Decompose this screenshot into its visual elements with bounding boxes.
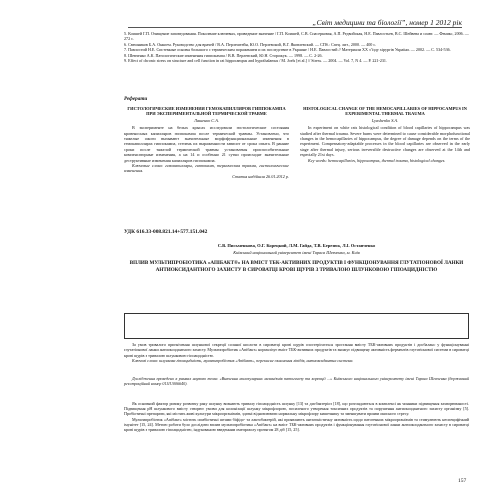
body-paragraph: Мультипробіотик «Апібакт» містить симбіотичні штами біфідо- та лактобактерій, які проявляють антагоністичну активність щодо патогенних мікроорганізмів та стимулюють неспецифічний імунітет [15, 24]. Метою роботи було дослідити вплив мультипробіотика «Апібакт» на вміст ТБК-активних продуктів і функціонування глутатіонової ланки антиоксидантного захисту в сироватці крові щурів з тривалою гіпоацидністю, індукованою введенням омепразолу протягом 28 діб [15, 25]. xyxy=(124,416,469,433)
reference-item: 9. Effect of chronic stress on structure and cell function in rat hippocampus and hypothalamus / M. Joels [et al.] // Stress. — 2004. — Vol. 7, N 4. — P. 221-231. xyxy=(124,58,387,64)
article-title: ВПЛИВ МУЛЬТИПРОБІОТИКА «АПІБАКТ®» НА ВМІСТ ТБК-АКТИВНИХ ПРОДУКТІВ І ФУНКЦІОНУВАННЯ ГЛУТАТІОНОВОЇ ЛАНКИ АНТИОКСИДАНТНОГО ЗАХИСТУ В СИРОВАТЦІ КРОВІ ЩУРІВ З ТРИВАЛОЮ ШЛУНКОВОЮ ГІПОАЦИДНІСТЮ xyxy=(129,260,464,273)
abstract-text: In experiment on white rats histological condition of blood capillaries of hippocampus was studied after thermal trauma. Severe burns were determined to cause considerable morphofunctional changes in the hemocapillaries of hippocampus, the degree of damage depends on the terms of the experiment. Compensatory-adaptable processes in the blood capillaries are observed in the early stage after thermal injury, serious irreversible destructive changes are observed at the 14th and especially 21st days. xyxy=(300,125,470,158)
abstract-title: ГИСТОЛОГИЧЕСКИЕ ИЗМЕНЕНИЯ ГЕМОКАПИЛЛЯРОВ ГИППОКАМПА ПРИ ЭКСПЕРИМЕНТАЛЬНОЙ ТЕРМИЧЕСКОЙ ТРАВМЕ xyxy=(127,106,286,117)
summary-text: За умов тривалого пригнічення шлункової секреції соляної кислоти в сироватці крові щурів спостерігається зростання вмісту ТБК-активних продуктів і дисбаланс у функціонуванні глутатіонової ланки антиоксидантного захисту. Мультипробіотик «Апібакт» нормалізує вміст ТБК-активних продуктів та знижує підвищену активність ферментів глутатіонової системи в сироватці крові щурів з тривалою шлунковою гіпоацидністю. xyxy=(124,342,469,358)
abstract-author: Ляшенко С.А. xyxy=(194,117,219,123)
research-note: Дослідження проведено в рамках науково теми: «Вивчення молекулярних механізмів патогенезу та корекції ...» Київського національного університету імені Тараса Шевченка (державний реєстраційний номер 0111U006640). xyxy=(124,376,469,387)
section-label: Реферати xyxy=(124,96,148,102)
received-date: Статья надійшла 26.01.2012 р. xyxy=(232,173,289,179)
reference-item: 5. Коишей Г.П. Очищение заповедования. Поколение ключевых, приведение значение / Г.П. Коишей, С.В. Спасерковая, А.П. Редвойская, Н.Е. Павлостьев, В.С. Шейвева и соавт. — Феникс, 2006. — 272 с. xyxy=(124,31,469,42)
abstract-keywords: Key words: hemocapillaries, hippocampus, thermal trauma, histological changes. xyxy=(308,157,446,163)
summary-keywords: Ключові слова: шлункова гіпоацидність, мультипробіотик «Апібакт», перекисне окиснення ліпідів, антиоксидантна система. xyxy=(132,357,354,363)
abstract-keywords: Ключевые слова: гемокапилляры, гиппокамп, термическая травма, гистологические изменения. xyxy=(124,163,289,174)
abstract-title: HISTOLOGICAL CHANGE OF THE HEMOCAPILLARIES OF HIPPOCAMPUS IN EXPERIMENTAL THERMAL TRAUMA xyxy=(303,106,467,117)
abstract-text: В эксперименте на белых крысах исследовали гистологические состояния кровеносных капилляров гиппокампа после термической травмы. Установлено, что тяжелые ожоги вызывают значительные морфофункциональные изменения в гемокапиллярах гиппокампа, степень их выраженности зависит от срока опыта. В ранние сроки после тяжелой термической травмы установлены приспособительные компенсаторные изменения, а на 14 и особенно 21 сутки происходят значительные деструктивные изменения капилляров гиппокампа. xyxy=(124,125,289,163)
article-summary xyxy=(124,342,469,363)
body-paragraph: Як основний фактор ризику розвитку раку шлунку визнають тривалу гіпоацидність шлунку [13] та дисбактеріоз [18], що розглядаються в комплексі як чинники підвищення захворюваності. Підвищення pH шлункового вмісту створює умови для колонізації шлунку мікрофлорою, посиленого утворення токсичних продуктів та порушення антиоксидантного захисту організму [5]. Пробіотичні препарати, які містять живі культури мікроорганізмів, здатні відновлювати нормальну мікрофлору кишечнику та зменшувати прояви окисного стресу. xyxy=(124,401,469,417)
article-authors: С.В. Письменкова, О.Г. Корецкий, Л.М. Гайда, Т.В. Березюк, Л.І. Остапченко xyxy=(217,243,376,248)
abstract-russian xyxy=(124,106,289,179)
udc-code: УДК 616.33-008.821.14+577.151.042 xyxy=(124,229,208,235)
reference-list xyxy=(124,31,469,63)
page-number: 157 xyxy=(458,478,467,484)
header-rule xyxy=(128,27,462,28)
reference-item: 6. Свешников Б.А. Онкоем. Руководство для врачей / В.А. Перлештейн, Ю.О. Перлевский, В.Г. Яковлевский. — СПб.: Спец. лит., 2000. — 400 с. xyxy=(124,41,377,47)
reference-item: 8. Шевченко А.К. Патологические изменения гиппокампа / В.В. Перлевский, Ю.Н. Сторожук. — 1998. — С. 2-26. xyxy=(124,52,323,58)
summary-box-frame xyxy=(124,313,469,339)
journal-header: „Світ медицини та біології”, номер 1 2012 рік xyxy=(312,18,462,27)
author-affiliation: Київський національний університет імені Тараса Шевченка, м. Київ xyxy=(233,250,360,255)
reference-item: 7. Павлостий Н.Е. Системные основы большого с термическим поражением и их последствие в Украине / Н.Е. Павлостий // Материали ХХ з’їзду хірургів України. — 2002. — С. 534-536. xyxy=(124,47,451,53)
abstract-author: Lyashenko S.A. xyxy=(371,117,399,123)
abstract-english xyxy=(300,106,470,163)
article-body xyxy=(124,401,469,432)
